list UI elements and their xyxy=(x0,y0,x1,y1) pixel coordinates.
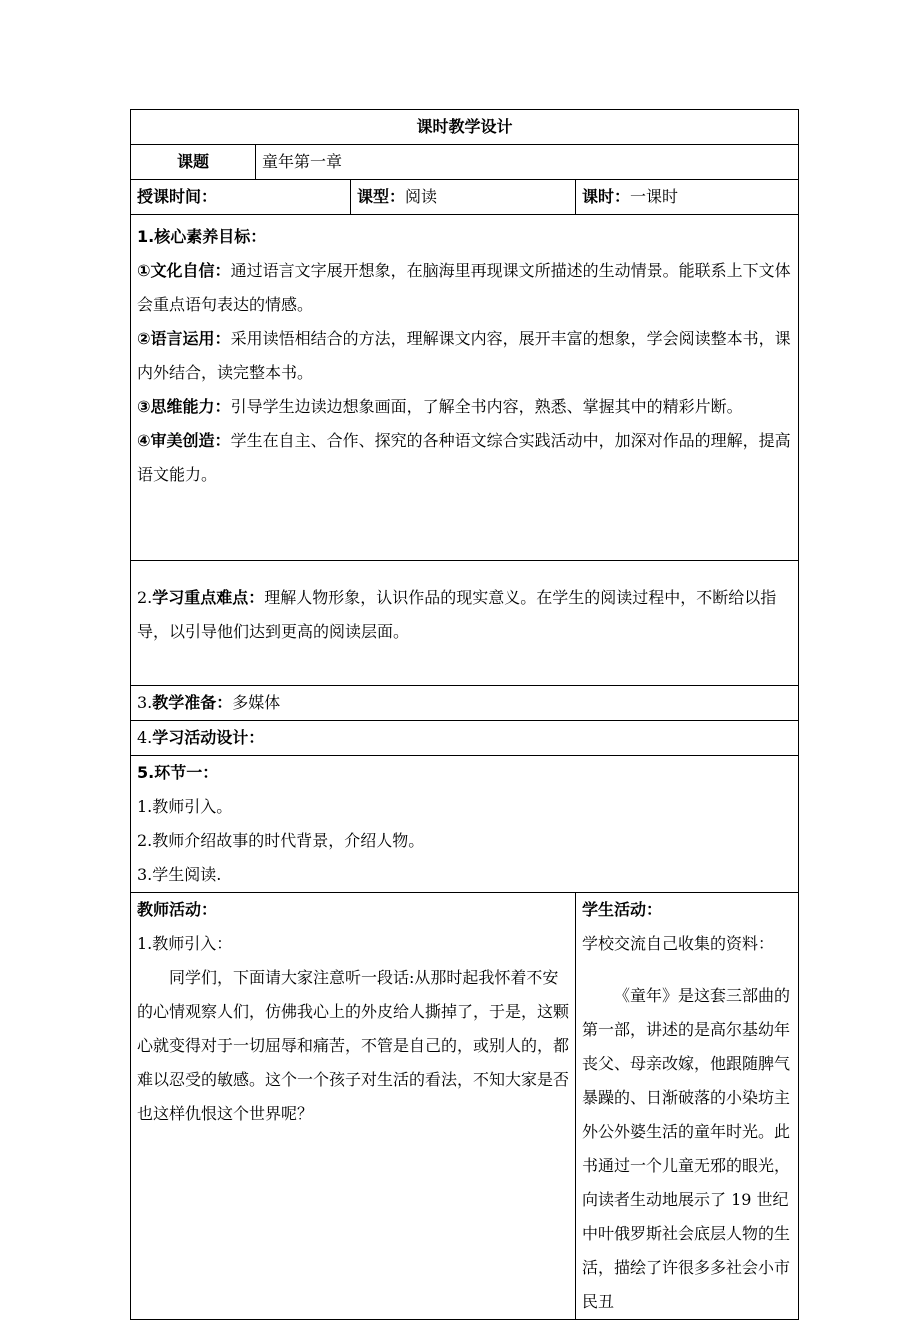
goals-heading: 1.核心素养目标： xyxy=(137,227,267,246)
topic-label: 课题 xyxy=(131,145,256,180)
hours-value: 一课时 xyxy=(630,187,679,206)
activity-design-section: 4.学习活动设计： xyxy=(131,721,799,756)
hours-cell xyxy=(576,180,799,215)
goal-item: ②语言运用：采用读悟相结合的方法，理解课文内容，展开丰富的想象，学会阅读整本书，课内外结合，读完整本书。 xyxy=(137,329,791,382)
goals-section xyxy=(131,215,799,561)
time-cell xyxy=(131,180,351,215)
student-text: 《童年》是这套三部曲的第一部，讲述的是高尔基幼年丧父、母亲改嫁，他跟随脾气暴躁的、日渐破落的小染坊主外公外婆生活的童年时光。此书通过一个儿童无邪的眼光，向读者生动地展示了 19 世纪中叶俄罗斯社会底层人物的生活，描绘了许很多多社会小市民丑 xyxy=(582,986,791,1311)
teacher-activity xyxy=(131,893,576,1320)
key-points: 2.学习重点难点：理解人物形象，认识作品的现实意义。在学生的阅读过程中，不断给以指导，以引导他们达到更高的阅读层面。 xyxy=(137,588,777,641)
spacer xyxy=(582,961,792,979)
lesson-plan xyxy=(130,109,798,1320)
section1 xyxy=(131,756,799,893)
teacher-text: 同学们，下面请大家注意听一段话:从那时起我怀着不安的心情观察人们，仿佛我心上的外皮给人撕掉了，于是，这颗心就变得对于一切屈辱和痛苦，不管是自己的，或别人的，都难以忍受的敏感。这个一个孩子对生活的看法，不知大家是否也这样仇恨这个世界呢？ xyxy=(137,968,570,1123)
step-item: 2.教师介绍故事的时代背景，介绍人物。 xyxy=(137,831,425,850)
goal-item: ①文化自信：通过语言文字展开想象，在脑海里再现课文所描述的生动情景。能联系上下文体会重点语句表达的情感。 xyxy=(137,261,791,314)
type-value: 阅读 xyxy=(405,187,438,206)
teacher-sub: 1.教师引入： xyxy=(137,934,233,953)
section1-heading: 5.环节一： xyxy=(137,763,219,782)
page-title: 课时教学设计 xyxy=(131,110,799,145)
step-item: 3.学生阅读. xyxy=(137,865,222,884)
student-heading: 学生活动： xyxy=(582,900,663,919)
key-points-section xyxy=(131,561,799,686)
goal-item: ④审美创造：学生在自主、合作、探究的各种语文综合实践活动中，加深对作品的理解，提高语文能力。 xyxy=(137,431,791,484)
hours-label: 课时： xyxy=(582,187,631,206)
time-label: 授课时间： xyxy=(137,187,218,206)
type-label: 课型： xyxy=(357,187,406,206)
type-cell xyxy=(351,180,576,215)
step-item: 1.教师引入。 xyxy=(137,797,233,816)
prep-section: 3.教学准备：多媒体 xyxy=(131,686,799,721)
lesson-plan-table xyxy=(130,109,799,1320)
student-sub: 学校交流自己收集的资料： xyxy=(582,934,775,953)
goal-item: ③思维能力：引导学生边读边想象画面，了解全书内容，熟悉、掌握其中的精彩片断。 xyxy=(137,397,743,416)
teacher-heading: 教师活动： xyxy=(137,900,218,919)
topic-value: 童年第一章 xyxy=(256,145,799,180)
student-activity xyxy=(576,893,799,1320)
